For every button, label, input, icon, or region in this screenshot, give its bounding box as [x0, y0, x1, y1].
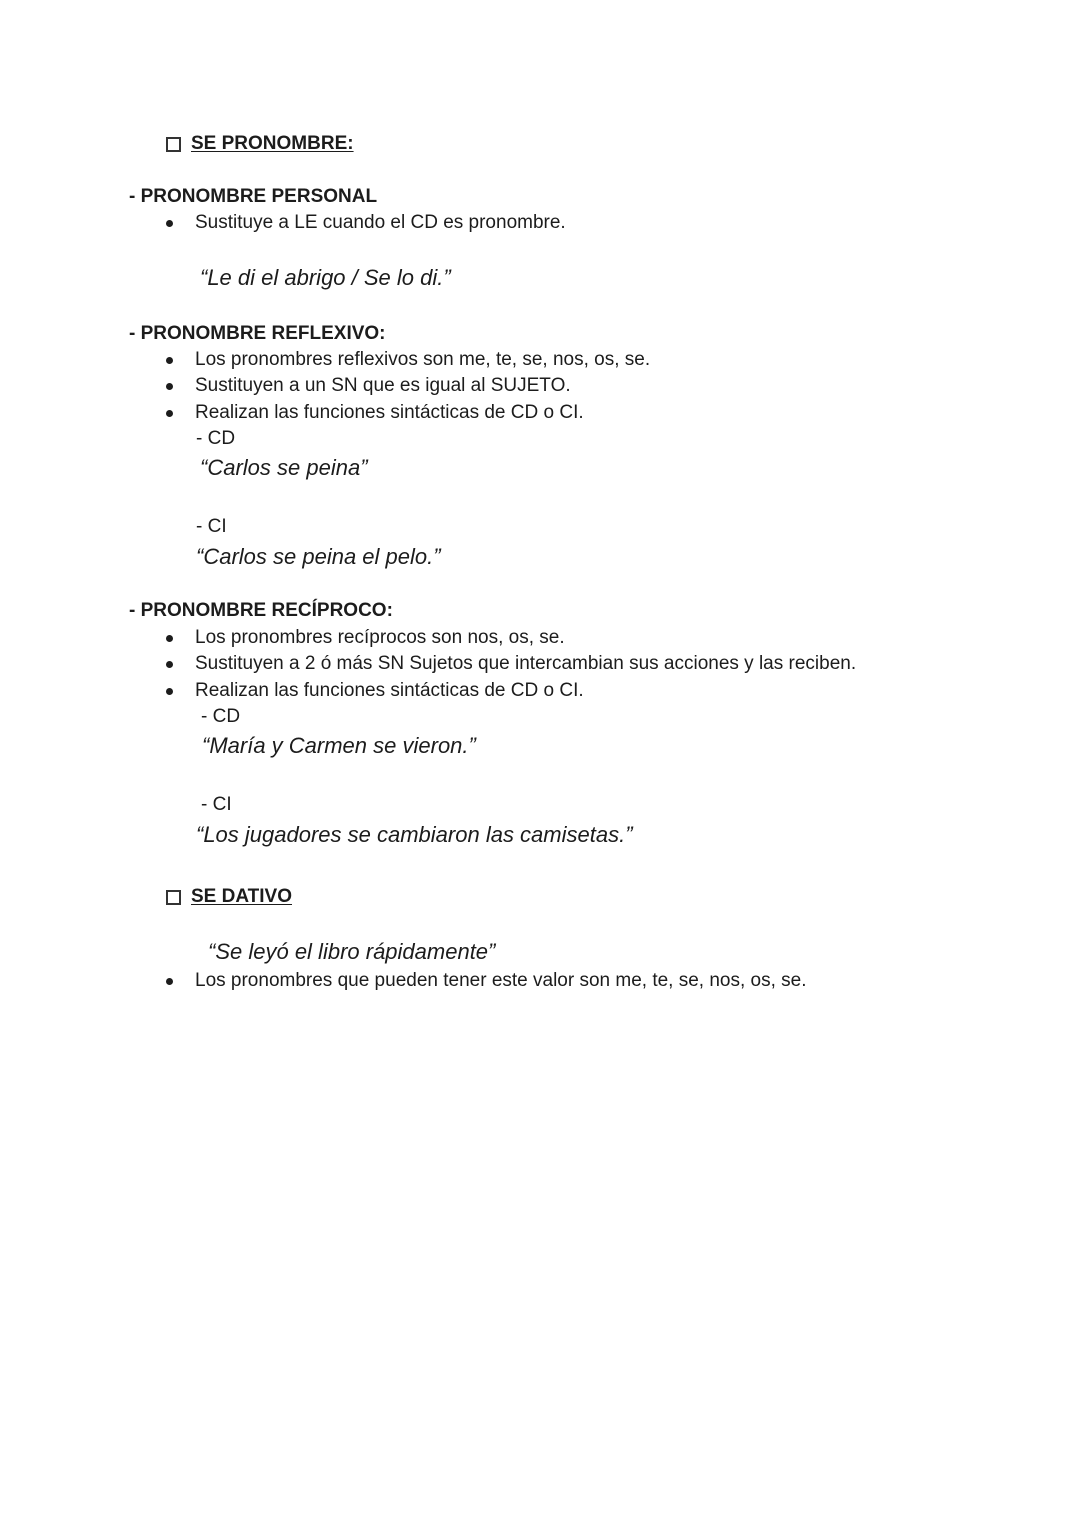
example-dativo: “Se leyó el libro rápidamente”: [208, 939, 496, 964]
example-reciproco-cd: “María y Carmen se vieron.”: [202, 733, 476, 758]
bullet-icon: [166, 688, 173, 695]
example-reflexivo-cd: “Carlos se peina”: [200, 455, 368, 480]
cd-label: - CD: [201, 706, 241, 727]
checkbox-icon[interactable]: [166, 137, 181, 152]
bullet-icon: [166, 383, 173, 390]
cd-label: - CD: [196, 428, 236, 449]
list-item: Realizan las funciones sintácticas de CD o CI.: [166, 680, 584, 702]
bullet-icon: [166, 220, 173, 227]
section-title: SE PRONOMBRE:: [191, 133, 354, 154]
section-heading-se-pronombre: [166, 133, 354, 155]
example-personal: “Le di el abrigo / Se lo di.”: [200, 265, 451, 290]
checkbox-icon[interactable]: [166, 890, 181, 905]
subheading-reflexivo: - PRONOMBRE REFLEXIVO:: [129, 323, 386, 344]
bullet-icon: [166, 410, 173, 417]
ci-label: - CI: [196, 516, 227, 537]
section-title: SE DATIVO: [191, 886, 292, 907]
bullet-icon: [166, 661, 173, 668]
ci-label: - CI: [201, 794, 232, 815]
list-item: Sustituye a LE cuando el CD es pronombre.: [166, 212, 566, 234]
list-item: Sustituyen a 2 ó más SN Sujetos que intercambian sus acciones y las reciben.: [166, 653, 856, 675]
subheading-personal: - PRONOMBRE PERSONAL: [129, 186, 378, 207]
list-item: Sustituyen a un SN que es igual al SUJETO.: [166, 375, 571, 397]
section-heading-se-dativo: [166, 886, 292, 908]
list-item: Los pronombres recíprocos son nos, os, se.: [166, 627, 565, 649]
example-reflexivo-ci: “Carlos se peina el pelo.”: [196, 544, 441, 569]
list-item: Los pronombres que pueden tener este valor son me, te, se, nos, os, se.: [166, 970, 807, 992]
bullet-icon: [166, 635, 173, 642]
example-reciproco-ci: “Los jugadores se cambiaron las camisetas.”: [196, 822, 633, 847]
bullet-icon: [166, 978, 173, 985]
bullet-icon: [166, 357, 173, 364]
list-item: Realizan las funciones sintácticas de CD o CI.: [166, 402, 584, 424]
subheading-reciproco: - PRONOMBRE RECÍPROCO:: [129, 600, 393, 621]
list-item: Los pronombres reflexivos son me, te, se, nos, os, se.: [166, 349, 650, 371]
